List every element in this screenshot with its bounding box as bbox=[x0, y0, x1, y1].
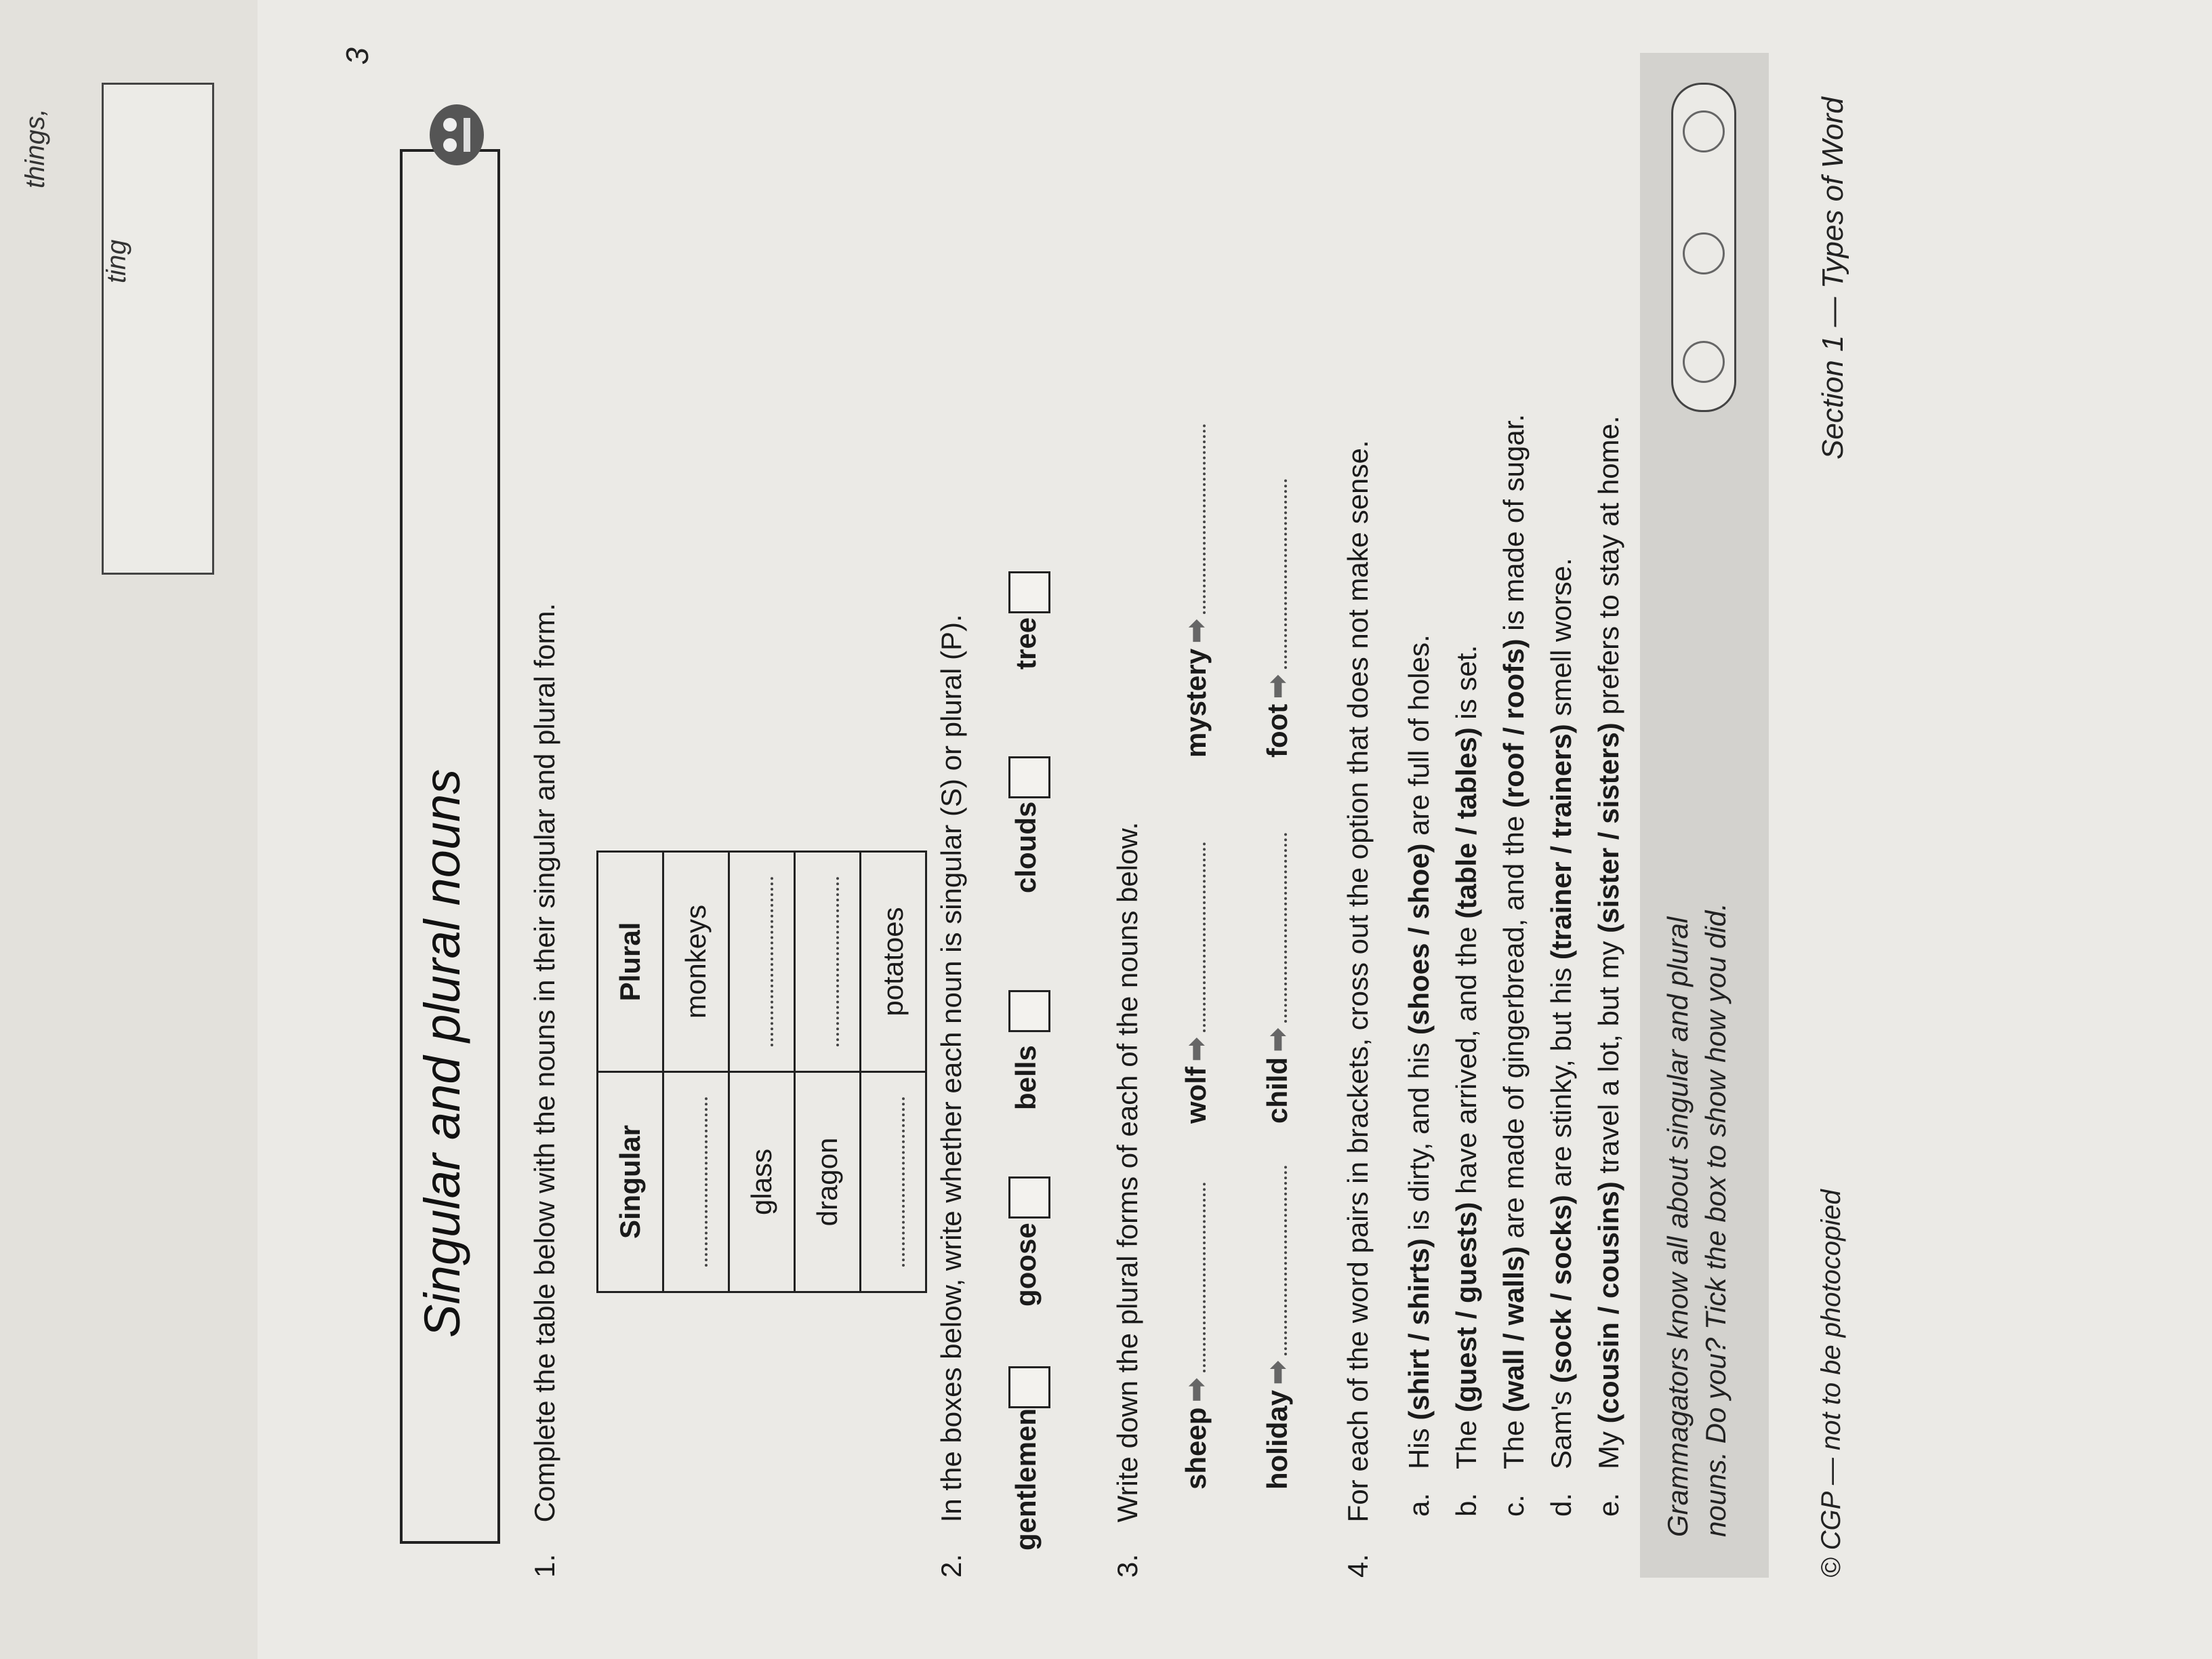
sentence-letter: d. bbox=[1545, 1492, 1577, 1517]
arrow-right-icon: ➡ bbox=[1261, 1027, 1293, 1052]
answer-box-gentlemen[interactable] bbox=[1008, 1366, 1050, 1408]
answer-box-bells[interactable] bbox=[1008, 990, 1050, 1032]
word-pair[interactable]: (shoes / shoe) bbox=[1403, 843, 1435, 1035]
noun-clouds: clouds bbox=[1010, 801, 1042, 893]
hint-line-2: nouns. Do you? Tick the box to show how you did. bbox=[1700, 903, 1732, 1537]
sentence-letter: e. bbox=[1593, 1492, 1624, 1517]
arrow-right-icon: ➡ bbox=[1180, 1378, 1212, 1402]
noun-sheep: sheep bbox=[1180, 1407, 1212, 1490]
word-pair[interactable]: (table / tables) bbox=[1450, 727, 1482, 919]
word-pair[interactable]: (guest / guests) bbox=[1450, 1202, 1482, 1412]
footer-copyright: © CGP — not to be photocopied bbox=[1816, 1189, 1846, 1578]
table-row bbox=[795, 852, 861, 1292]
previous-page-edge bbox=[0, 0, 260, 1659]
sentence-letter: a. bbox=[1403, 1492, 1435, 1517]
answer-line[interactable] bbox=[1183, 842, 1206, 1032]
arrow-right-icon: ➡ bbox=[1180, 1037, 1212, 1062]
sentence-text: have arrived, and the bbox=[1450, 918, 1482, 1202]
question-2-instruction: In the boxes below, write whether each noun is singular (S) or plural (P). bbox=[935, 614, 967, 1523]
answer-blank[interactable] bbox=[861, 1072, 926, 1292]
answer-blank[interactable] bbox=[663, 1072, 729, 1292]
table-header-singular: Singular bbox=[598, 1072, 663, 1292]
arrow-right-icon: ➡ bbox=[1261, 674, 1293, 699]
noun-child: child bbox=[1261, 1057, 1293, 1124]
rating-option-3[interactable] bbox=[1683, 110, 1725, 152]
sentence-text: are made of gingerbread, and the bbox=[1498, 808, 1530, 1246]
answer-blank[interactable] bbox=[795, 852, 861, 1072]
answer-line[interactable] bbox=[1264, 480, 1287, 670]
sentence-d bbox=[1545, 558, 1578, 1517]
question-1 bbox=[529, 603, 561, 1578]
sentence-text: travel a lot, but my bbox=[1593, 933, 1624, 1182]
table-row bbox=[729, 852, 795, 1292]
answer-blank[interactable] bbox=[729, 852, 795, 1072]
plural-item-wolf bbox=[1179, 842, 1212, 1124]
noun-gentlemen: gentlemen bbox=[1010, 1408, 1042, 1551]
answer-box-goose[interactable] bbox=[1008, 1176, 1050, 1218]
sentence-text: is made of sugar. bbox=[1498, 413, 1530, 639]
word-pair[interactable]: (roof / roofs) bbox=[1498, 638, 1530, 808]
table-cell: potatoes bbox=[861, 852, 926, 1072]
hint-band bbox=[1640, 53, 1769, 1578]
self-rating-box bbox=[1671, 83, 1736, 412]
noun-bells: bells bbox=[1010, 1045, 1042, 1110]
sentence-text: are stinky, but his bbox=[1545, 960, 1577, 1195]
title-box bbox=[400, 149, 500, 1544]
table-header-plural: Plural bbox=[598, 852, 663, 1072]
question-3-instruction: Write down the plural forms of each of the nouns below. bbox=[1111, 821, 1143, 1523]
answer-box-clouds[interactable] bbox=[1008, 756, 1050, 798]
table-cell: glass bbox=[729, 1072, 795, 1292]
noun-tree: tree bbox=[1010, 617, 1042, 670]
sentence-text: My bbox=[1593, 1423, 1624, 1469]
answer-line[interactable] bbox=[1183, 1183, 1206, 1372]
rating-option-1[interactable] bbox=[1683, 341, 1725, 383]
sentence-text: are full of holes. bbox=[1403, 634, 1435, 844]
sentence-text: prefers to stay at home. bbox=[1593, 415, 1624, 723]
table-cell: monkeys bbox=[663, 852, 729, 1072]
word-pair[interactable]: (sister / sisters) bbox=[1593, 722, 1624, 933]
sentence-b bbox=[1450, 645, 1483, 1517]
sentence-text: is set. bbox=[1450, 644, 1482, 728]
question-4-number: 4. bbox=[1342, 1553, 1374, 1578]
word-pair[interactable]: (cousin / cousins) bbox=[1593, 1181, 1624, 1424]
question-1-number: 1. bbox=[529, 1553, 560, 1578]
plural-item-foot bbox=[1261, 480, 1294, 758]
word-pair[interactable]: (shirt / shirts) bbox=[1403, 1238, 1435, 1420]
noun-foot: foot bbox=[1261, 703, 1293, 758]
table-row bbox=[663, 852, 729, 1292]
sentence-a bbox=[1403, 634, 1435, 1517]
hint-text bbox=[1659, 903, 1735, 1537]
word-pair[interactable]: (sock / socks) bbox=[1545, 1195, 1577, 1383]
question-4-instruction: For each of the word pairs in brackets, cross out the option that does not make sense. bbox=[1342, 440, 1374, 1523]
previous-page-box bbox=[102, 83, 214, 575]
table-cell: dragon bbox=[795, 1072, 861, 1292]
answer-box-tree[interactable] bbox=[1008, 571, 1050, 613]
question-2 bbox=[935, 614, 968, 1578]
word-pair[interactable]: (wall / walls) bbox=[1498, 1246, 1530, 1412]
question-3 bbox=[1111, 822, 1144, 1578]
sentence-e bbox=[1593, 415, 1625, 1517]
question-3-number: 3. bbox=[1111, 1553, 1143, 1578]
worksheet-page bbox=[258, 0, 2212, 1659]
sentence-letter: b. bbox=[1450, 1492, 1482, 1517]
plural-item-child bbox=[1261, 833, 1294, 1124]
arrow-right-icon: ➡ bbox=[1261, 1360, 1293, 1385]
question-2-number: 2. bbox=[935, 1553, 967, 1578]
noun-wolf: wolf bbox=[1180, 1067, 1212, 1124]
plural-item-mystery bbox=[1179, 424, 1212, 758]
arrow-right-icon: ➡ bbox=[1180, 619, 1212, 643]
page-title: Singular and plural nouns bbox=[414, 769, 470, 1338]
footer-section: Section 1 — Types of Word bbox=[1816, 97, 1849, 459]
sentence-text: His bbox=[1403, 1420, 1435, 1469]
previous-page-text-2: ting bbox=[102, 239, 131, 283]
noun-goose: goose bbox=[1010, 1223, 1042, 1307]
answer-line[interactable] bbox=[1183, 424, 1206, 614]
noun-mystery: mystery bbox=[1180, 648, 1212, 758]
plural-item-sheep bbox=[1179, 1183, 1212, 1490]
sentence-text: is dirty, and his bbox=[1403, 1034, 1435, 1239]
question-4 bbox=[1342, 440, 1374, 1578]
rating-option-2[interactable] bbox=[1683, 232, 1725, 274]
grammagator-mascot-icon bbox=[403, 84, 497, 186]
sentence-text: smell worse. bbox=[1545, 558, 1577, 724]
hint-line-1: Grammagators know all about singular and plural bbox=[1662, 916, 1694, 1537]
sentence-text: The bbox=[1450, 1412, 1482, 1469]
plural-item-holiday bbox=[1261, 1166, 1294, 1490]
previous-page-text-1: things, bbox=[20, 108, 50, 188]
sentence-c bbox=[1498, 414, 1530, 1517]
noun-table bbox=[596, 851, 927, 1293]
sentence-letter: c. bbox=[1498, 1494, 1530, 1517]
answer-line[interactable] bbox=[1264, 1166, 1287, 1355]
answer-line[interactable] bbox=[1264, 833, 1287, 1023]
word-pair[interactable]: (trainer / trainers) bbox=[1545, 724, 1577, 960]
noun-holiday: holiday bbox=[1261, 1389, 1293, 1490]
table-row bbox=[861, 852, 926, 1292]
sentence-text: The bbox=[1498, 1412, 1530, 1469]
question-1-instruction: Complete the table below with the nouns in their singular and plural form. bbox=[529, 602, 560, 1523]
sentence-text: Sam's bbox=[1545, 1382, 1577, 1469]
page-number: 3 bbox=[340, 47, 375, 65]
